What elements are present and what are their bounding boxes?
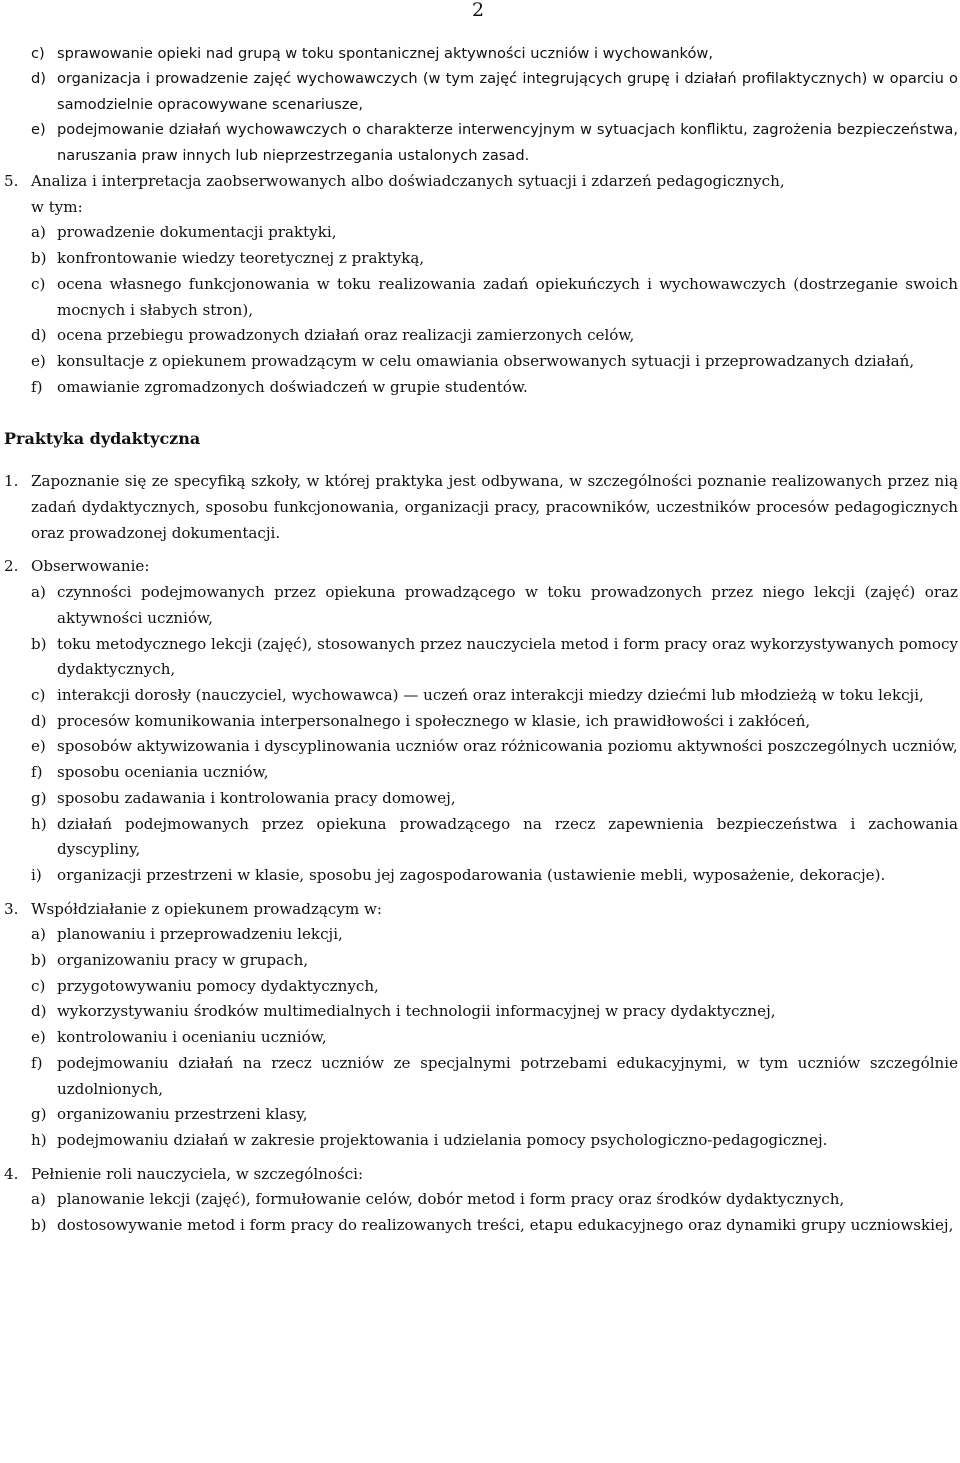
list-item-text: działań podejmowanych przez opiekuna prowadzącego na rzecz zapewnienia bezpieczeństwa i zachowania dyscypliny, bbox=[57, 814, 958, 859]
list-item-label: c) bbox=[31, 685, 46, 704]
section-heading: Praktyka dydaktyczna bbox=[4, 429, 201, 449]
list-item-text: kontrolowaniu i ocenianiu uczniów, bbox=[57, 1028, 327, 1047]
list-item-text: planowanie lekcji (zajęć), formułowanie celów, dobór metod i form pracy oraz środków dydaktycznych, bbox=[57, 1190, 845, 1209]
list-item bbox=[31, 66, 958, 117]
list-item-text: planowaniu i przeprowadzeniu lekcji, bbox=[57, 925, 343, 944]
list-item-label: a) bbox=[31, 583, 46, 602]
list-item-text: podejmowaniu działań w zakresie projektowania i udzielania pomocy psychologiczno-pedagogicznej. bbox=[57, 1130, 828, 1149]
list-item bbox=[31, 786, 958, 812]
list-item bbox=[31, 734, 958, 760]
list-item bbox=[31, 922, 958, 948]
list-item-label: b) bbox=[31, 634, 47, 653]
section-number: 5. bbox=[4, 172, 19, 191]
list-item-label: a) bbox=[31, 223, 46, 242]
list-item-label: a) bbox=[31, 1190, 46, 1209]
list-item bbox=[31, 1102, 958, 1128]
list-item-label: a) bbox=[31, 925, 46, 944]
section-5 bbox=[4, 169, 958, 400]
list-item-text: interakcji dorosły (nauczyciel, wychowawca) — uczeń oraz interakcji miedzy dziećmi lub młodzieżą w toku lekcji, bbox=[57, 685, 924, 704]
list-item-text: sposobów aktywizowania i dyscyplinowania uczniów oraz różnicowania poziomu aktywności poszczególnych uczniów, bbox=[57, 737, 958, 756]
list-item-text: organizacja i prowadzenie zajęć wychowawczych (w tym zajęć integrujących grupę i działań profilaktycznych) w oparciu o samodzielnie opracowywane scenariusze, bbox=[57, 70, 958, 113]
list-item-text: omawianie zgromadzonych doświadczeń w grupie studentów. bbox=[57, 377, 528, 396]
list-item-label: d) bbox=[31, 326, 47, 345]
section-4 bbox=[4, 1162, 958, 1239]
list-item-label: e) bbox=[31, 351, 46, 370]
list-item-text: prowadzenie dokumentacji praktyki, bbox=[57, 223, 337, 242]
list-item-text: ocena przebiegu prowadzonych działań oraz realizacji zamierzonych celów, bbox=[57, 326, 635, 345]
list-item bbox=[31, 375, 958, 401]
list-item-label: g) bbox=[31, 788, 47, 807]
list-item-label: b) bbox=[31, 1216, 47, 1235]
list-item bbox=[31, 246, 958, 272]
list-item-label: c) bbox=[31, 976, 46, 995]
list-item-label: e) bbox=[31, 737, 46, 756]
list-item bbox=[31, 272, 958, 323]
section-lead-text: Analiza i interpretacja zaobserwowanych albo doświadczanych sytuacji i zdarzeń pedagogicznych, bbox=[31, 172, 785, 191]
list-item-text: sposobu zadawania i kontrolowania pracy domowej, bbox=[57, 788, 456, 807]
list-item-label: g) bbox=[31, 1105, 47, 1124]
list-item-text: toku metodycznego lekcji (zajęć), stosowanych przez nauczyciela metod i form pracy oraz wykorzystywanych pomocy dydaktycznych, bbox=[57, 634, 958, 679]
list-item-label: c) bbox=[31, 274, 46, 293]
continued-list bbox=[4, 41, 958, 168]
section-lead bbox=[4, 469, 958, 546]
list-item-label: h) bbox=[31, 814, 47, 833]
list-item bbox=[31, 948, 958, 974]
section-1 bbox=[4, 469, 958, 546]
list-item-text: organizowaniu pracy w grupach, bbox=[57, 951, 309, 970]
list-item-label: c) bbox=[31, 45, 45, 62]
list-item-label: b) bbox=[31, 951, 47, 970]
list-item-label: b) bbox=[31, 249, 47, 268]
section-2 bbox=[4, 554, 958, 888]
section-lead bbox=[4, 897, 958, 923]
section-lead-text: Współdziałanie z opiekunem prowadzącym w: bbox=[31, 899, 382, 918]
list-item-text: czynności podejmowanych przez opiekuna prowadzącego w toku prowadzonych przez niego lekcji (zajęć) oraz aktywności uczniów, bbox=[57, 583, 958, 627]
list-item-label: h) bbox=[31, 1130, 47, 1149]
list-item bbox=[31, 974, 958, 1000]
list-item-text: konsultacje z opiekunem prowadzącym w celu omawiania obserwowanych sytuacji i przeprowadzanych działań, bbox=[57, 351, 915, 370]
section-lead bbox=[4, 169, 958, 195]
list-item bbox=[31, 863, 958, 889]
list-item bbox=[31, 760, 958, 786]
list-item bbox=[31, 709, 958, 735]
section-number: 3. bbox=[4, 899, 19, 918]
list-item-label: d) bbox=[31, 70, 46, 88]
section-lead bbox=[4, 1162, 958, 1188]
list-item bbox=[31, 1128, 958, 1154]
list-item bbox=[31, 41, 958, 66]
list-item-label: f) bbox=[31, 377, 43, 396]
list-item-text: sprawowanie opieki nad grupą w toku spontanicznej aktywności uczniów i wychowanków, bbox=[57, 45, 713, 62]
page-number: 2 bbox=[472, 0, 485, 21]
list-item bbox=[31, 117, 958, 168]
list-item-text: konfrontowanie wiedzy teoretycznej z praktyką, bbox=[57, 249, 425, 268]
list-item-label: d) bbox=[31, 711, 47, 730]
list-item-text: podejmowaniu działań na rzecz uczniów ze specjalnymi potrzebami edukacyjnymi, w tym uczniów szczególnie uzdolnionych, bbox=[57, 1053, 958, 1098]
list-item-text: organizowaniu przestrzeni klasy, bbox=[57, 1105, 308, 1124]
section-number: 4. bbox=[4, 1164, 19, 1183]
list-item-text: wykorzystywaniu środków multimedialnych i technologii informacyjnej w pracy dydaktycznej, bbox=[57, 1002, 776, 1021]
list-item bbox=[31, 1213, 958, 1239]
section-lead bbox=[4, 554, 958, 580]
section-lead-text: Obserwowanie: bbox=[31, 557, 150, 576]
list-item-label: f) bbox=[31, 1053, 43, 1072]
section-number: 1. bbox=[4, 472, 19, 491]
list-item-text: dostosowywanie metod i form pracy do realizowanych treści, etapu edukacyjnego oraz dynamiki grupy uczniowskiej, bbox=[57, 1216, 954, 1235]
list-item-label: e) bbox=[31, 121, 46, 139]
list-item bbox=[31, 220, 958, 246]
list-item bbox=[31, 1051, 958, 1102]
list-item-text: ocena własnego funkcjonowania w toku realizowania zadań opiekuńczych i wychowawczych (dostrzeganie swoich mocnych i słabych stron), bbox=[57, 274, 958, 319]
list-item bbox=[31, 580, 958, 631]
list-item-label: d) bbox=[31, 1002, 47, 1021]
section-3 bbox=[4, 897, 958, 1154]
list-item bbox=[31, 1187, 958, 1213]
section-lead-continued: w tym: bbox=[31, 197, 83, 216]
list-item bbox=[31, 1025, 958, 1051]
list-item bbox=[31, 632, 958, 683]
list-item bbox=[31, 683, 958, 709]
list-item bbox=[31, 323, 958, 349]
section-lead-text: Zapoznanie się ze specyfiką szkoły, w której praktyka jest odbywana, w szczególności poznanie realizowanych przez nią zadań dydaktycznych, sposobu funkcjonowania, organizacji pracy, pracowników, uczestników procesów pedagogicznych oraz prowadzonej dokumentacji. bbox=[31, 472, 958, 542]
list-item-text: procesów komunikowania interpersonalnego i społecznego w klasie, ich prawidłowości i zakłóceń, bbox=[57, 711, 811, 730]
list-item-text: organizacji przestrzeni w klasie, sposobu jej zagospodarowania (ustawienie mebli, wyposażenie, dekoracje). bbox=[57, 865, 886, 884]
list-item-text: sposobu oceniania uczniów, bbox=[57, 763, 269, 782]
list-item-text: podejmowanie działań wychowawczych o charakterze interwencyjnym w sytuacjach konfliktu, zagrożenia bezpieczeństwa, naruszania praw innych lub nieprzestrzegania ustalonych zasad. bbox=[57, 121, 958, 164]
list-item bbox=[31, 812, 958, 863]
list-item bbox=[31, 999, 958, 1025]
section-lead-text: Pełnienie roli nauczyciela, w szczególności: bbox=[31, 1164, 364, 1183]
list-item bbox=[31, 349, 958, 375]
list-item-label: f) bbox=[31, 763, 43, 782]
list-item-label: e) bbox=[31, 1028, 46, 1047]
section-number: 2. bbox=[4, 557, 19, 576]
list-item-text: przygotowywaniu pomocy dydaktycznych, bbox=[57, 976, 379, 995]
document-body bbox=[4, 41, 958, 1239]
list-item-label: i) bbox=[31, 865, 42, 884]
